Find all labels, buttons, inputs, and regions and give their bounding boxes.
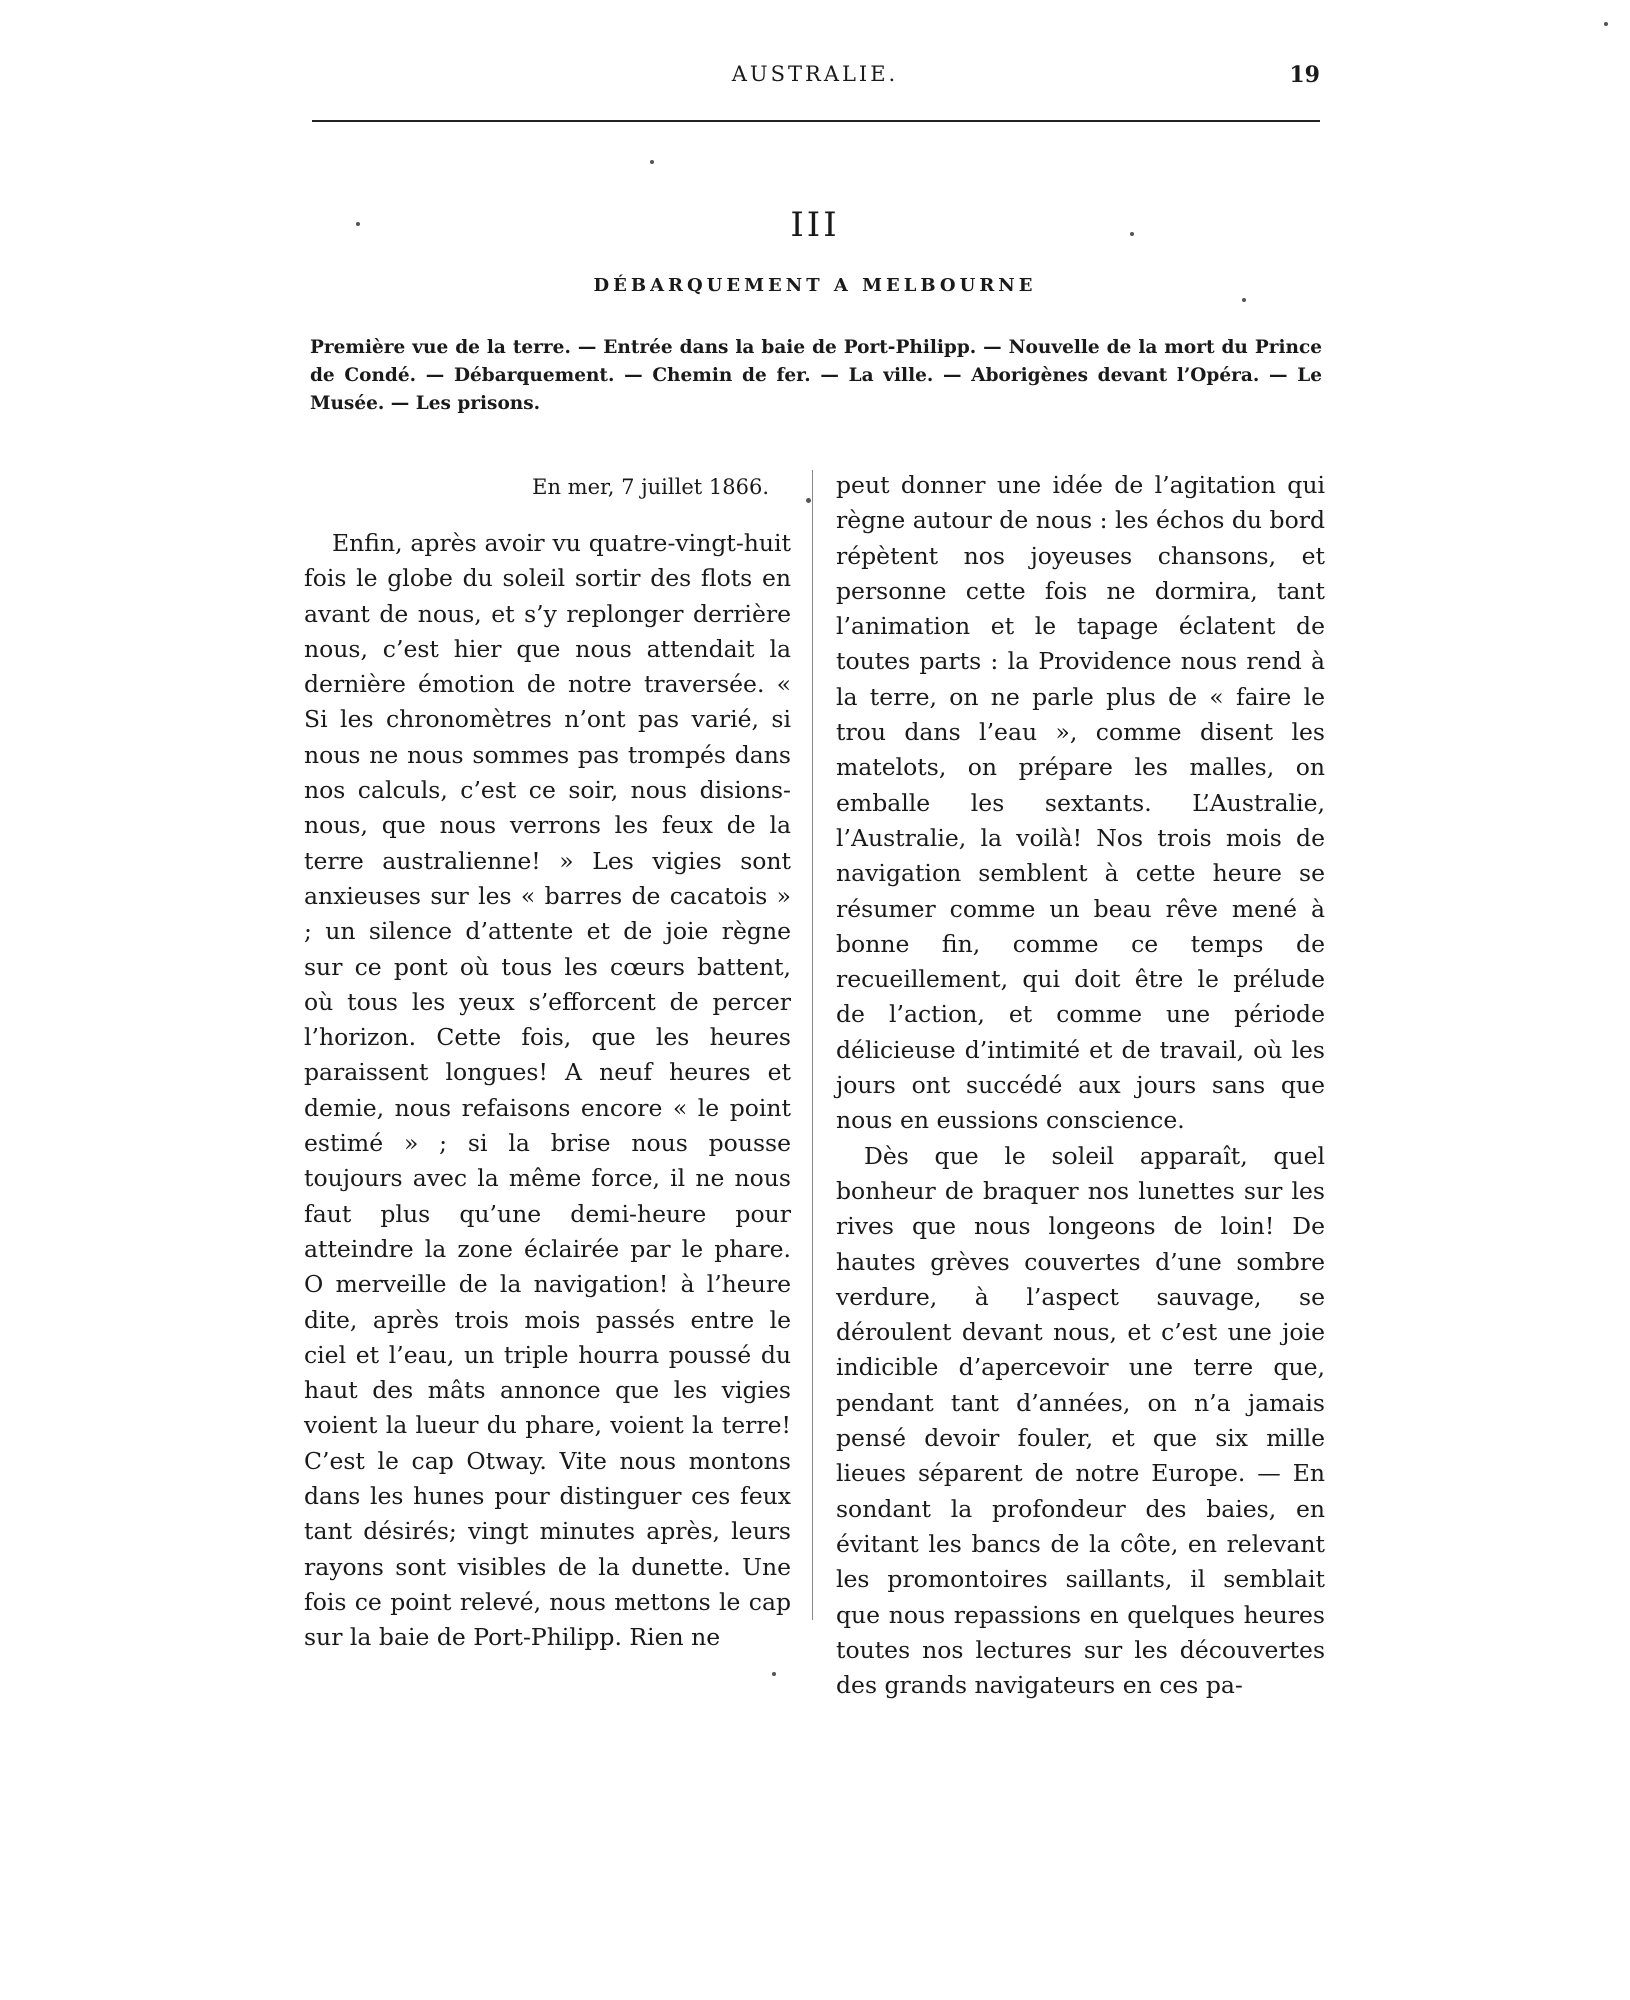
scan-speck [356,222,360,226]
column-divider [812,470,813,1620]
chapter-title: DÉBARQUEMENT A MELBOURNE [593,275,1037,296]
right-column [836,468,1325,1703]
running-head [310,62,1320,98]
header-rule [312,120,1320,122]
scan-speck [806,498,811,503]
paragraph-left: Enfin, après avoir vu quatre-vingt-huit fois le globe du soleil sortir des flots en avant de nous, et s’y replonger derrière nous, c’est hier que nous attendait la dernière émotion de notre traversée. « Si les chronomètres n’ont pas varié, si nous ne nous sommes pas trompés dans nos calculs, c’est ce soir, nous disions-nous, que nous verrons les feux de la terre australienne! » Les vigies sont anxieuses sur les « barres de cacatois » ; un silence d’attente et de joie règne sur ce pont où tous les cœurs battent, où tous les yeux s’efforcent de percer l’horizon. Cette fois, que les heures paraissent longues! A neuf heures et demie, nous refaisons encore « le point estimé » ; si la brise nous pousse toujours avec la même force, il ne nous faut plus qu’une demi-heure pour atteindre la zone éclairée par le phare. O merveille de la navigation! à l’heure dite, après trois mois passés entre le ciel et l’eau, un triple hourra poussé du haut des mâts annonce que les vigies voient la lueur du phare, voient la terre! C’est le cap Otway. Vite nous montons dans les hunes pour distinguer ces feux tant désirés; vingt minutes après, leurs rayons sont visibles de la dunette. Une fois ce point relevé, nous mettons le cap sur la baie de Port-Philipp. Rien ne [304,529,791,1652]
chapter-summary: Première vue de la terre. — Entrée dans la baie de Port-Philipp. — Nouvelle de la mort du Prince de Condé. — Débarquement. — Chemin de fer. — La ville. — Aborigènes devant l’Opéra. — Le Musée. — Les prisons. [310,337,1322,414]
page-number: 19 [1289,62,1320,88]
running-title: AUSTRALIE. [731,62,899,86]
scan-speck [1130,232,1134,236]
paragraph-right-continuation: peut donner une idée de l’agitation qui règne autour de nous : les échos du bord répètent nos joyeuses chansons, et personne cette fois ne dormira, tant l’animation et le tapage éclatent de toutes parts : la Providence nous rend à la terre, on ne parle plus de « faire le trou dans l’eau », comme disent les matelots, on prépare les malles, on emballe les sextants. L’Australie, l’Australie, la voilà! Nos trois mois de navigation semblent à cette heure se résumer comme un beau rêve mené à bonne fin, comme ce temps de recueillement, qui doit être le prélude de l’action, et comme une période délicieuse d’intimité et de travail, où les jours ont succédé aux jours sans que nous en eussions conscience. [836,471,1325,1135]
chapter-number: III [790,205,840,245]
scan-speck [1242,298,1246,302]
scan-speck [772,1672,776,1676]
left-column [304,468,791,1656]
paragraph-right-second: Dès que le soleil apparaît, quel bonheur de braquer nos lunettes sur les rives que nous longeons de loin! De hautes grèves couvertes d’une sombre verdure, à l’aspect sauvage, se déroulent devant nous, et c’est une joie indicible d’apercevoir une terre que, pendant tant d’années, on n’a jamais pensé devoir fouler, et que six mille lieues séparent de notre Europe. — En sondant la profondeur des baies, en évitant les bancs de la côte, en relevant les promontoires saillants, il semblait que nous repassions en quelques heures toutes nos lectures sur les découvertes des grands navigateurs en ces pa- [836,1141,1325,1700]
scan-speck [1604,22,1608,26]
dateline: En mer, 7 juillet 1866. [532,475,769,499]
scan-speck [650,160,654,164]
